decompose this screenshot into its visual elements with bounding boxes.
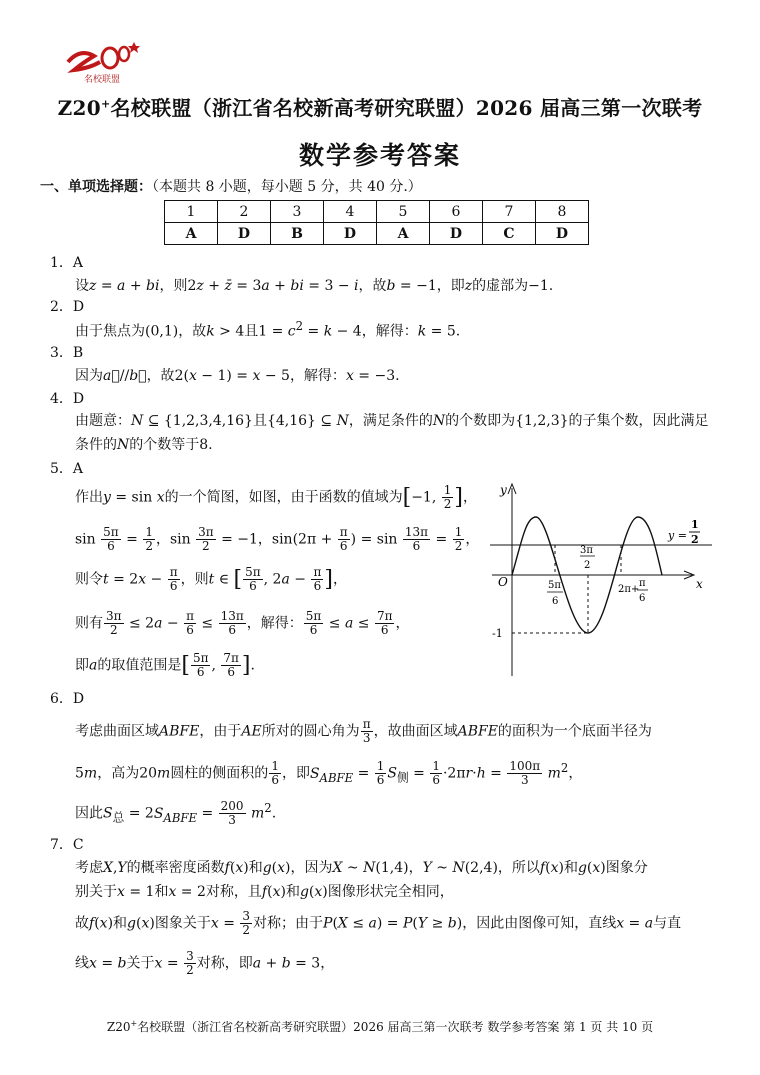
q5-line3: 则令t = 2x − $\frac{\pi}{6}$ ，则t ∈ [ $\frac{5\pi}{6}$ , 2a − $\frac{\pi}{6}$ ]， (75, 565, 347, 593)
q7-line2: 别关于x = 1和x = 2对称，且f(x)和g(x)图像形状完全相同， (75, 884, 454, 900)
tick-2pi-plus: 2π+ (618, 584, 640, 595)
q2-heading: 2．D (50, 299, 85, 315)
q4-solution: 由题意：N ⊆ {1,2,3,4,16}且{4,16} ⊆ N，满足条件的N的个数即为{1,2,3}的子集个数，因此满足 条件的N的个数等于8. (75, 413, 709, 453)
q5-line2: sin $\frac{5\pi}{6}$ = $\frac{1}{2}$ ，sin $\frac{3\pi}{2}$ = −1，sin(2π + $\frac{\pi}{6}$ ) = sin $\frac{13\pi}{6}$ = $\frac{1}{2}$ ， (75, 525, 480, 553)
line-half-denominator: 2 (691, 533, 699, 546)
q1-heading: 1．A (50, 255, 84, 271)
tick-6: 6 (552, 596, 559, 607)
q7-line1: 考虑X,Y的概率密度函数f(x)和g(x)，因为X ~ N(1,4)，Y ~ N(2,4)，所以f(x)和g(x)图象分 (75, 860, 648, 876)
line-half-numerator: 1 (691, 518, 699, 531)
tick-pi: π (639, 578, 646, 589)
answer-table-numbers: 1 2 3 4 5 6 7 8 (165, 201, 589, 223)
answer-table-answers: A D B D A D C D (165, 223, 589, 245)
answer-table (164, 200, 589, 245)
q7-line3: 故f(x)和g(x)图象关于x = $\frac{3}{2}$ 对称；由于P(X ≤ a) = P(Y ≥ b)，因此由图像可知，直线x = a与直 (75, 909, 682, 937)
page-footer: Z20+名校联盟（浙江省名校新高考研究联盟）2026 届高三第一次联考 数学参考答案 第 1 页 共 10 页 (106, 1019, 654, 1034)
q6-line1: 考虑曲面区域ABFE，由于AE所对的圆心角为 $\frac{\pi}{3}$ ，故曲面区域ABFE的面积为一个底面半径为 (75, 717, 652, 745)
logo-text: 名校联盟 (84, 75, 121, 85)
q6-line3: 因此$S_总 = 2S_{ABFE}$ = $\frac{200}{3}$ $m^2$. (75, 799, 277, 827)
exam-header: Z20+名校联盟（浙江省名校新高考研究联盟）2026 届高三第一次联考 (57, 96, 703, 120)
q7-line4: 线x = b关于x = $\frac{3}{2}$ 对称，即a + b = 3， (75, 949, 335, 977)
q6-heading: 6．D (50, 691, 85, 707)
tick-5pi: 5π (548, 580, 561, 591)
section-heading: 一、单项选择题：（本题共 8 小题，每小题 5 分，共 40 分.） (40, 179, 422, 195)
q6-line2: 5m，高为20m圆柱的侧面积的 $\frac{1}{6}$ ，即$S_{ABFE}$ = $\frac{1}{6}$ $S_侧$ = $\frac{1}{6}$ ·2πr·h = $\frac{100\pi}{3}$ $m^2$， (75, 759, 583, 787)
document-title: 数学参考答案 (298, 141, 461, 170)
tick-3pi: 3π (580, 545, 593, 556)
x-label: x (696, 577, 703, 591)
q5-line1: 作出y = sin x的一个简图，如图，由于函数的值域为[−1, $\frac{1}{2}$ ]， (75, 483, 477, 511)
y-label: y (500, 483, 507, 497)
line-label: y = (668, 529, 687, 542)
minus-one-label: -1 (492, 627, 503, 640)
tick-2: 2 (584, 560, 591, 571)
origin-label: O (498, 575, 508, 589)
q4-heading: 4．D (50, 391, 85, 407)
q1-solution: 设z = a + bi，则2z + z̄ = 3a + bi = 3 − i，故b = −1，即z的虚部为−1. (75, 278, 554, 294)
q7-heading: 7．C (50, 837, 84, 853)
q5-heading: 5．A (50, 461, 84, 477)
q2-solution: 由于焦点为(0,1)，故k > 4且$1 = c^2 = k - 4$，解得：k = 5. (75, 319, 461, 340)
sine-graph (484, 480, 716, 680)
q3-solution: 因为a⃗//b⃗，故2(x − 1) = x − 5，解得：x = −3. (75, 368, 400, 384)
q5-line5: 即a的取值范围是[ $\frac{5\pi}{6}$ , $\frac{7\pi}{6}$ ]. (75, 651, 255, 679)
q5-line4: 则有 $\frac{3\pi}{2}$ ≤ 2a − $\frac{\pi}{6}$ ≤ $\frac{13\pi}{6}$ ，解得： $\frac{5\pi}{6}$ ≤ a ≤ $\frac{7\pi}{6}$ ， (75, 609, 410, 637)
q3-heading: 3．B (50, 345, 84, 361)
tick-6b: 6 (639, 593, 646, 604)
